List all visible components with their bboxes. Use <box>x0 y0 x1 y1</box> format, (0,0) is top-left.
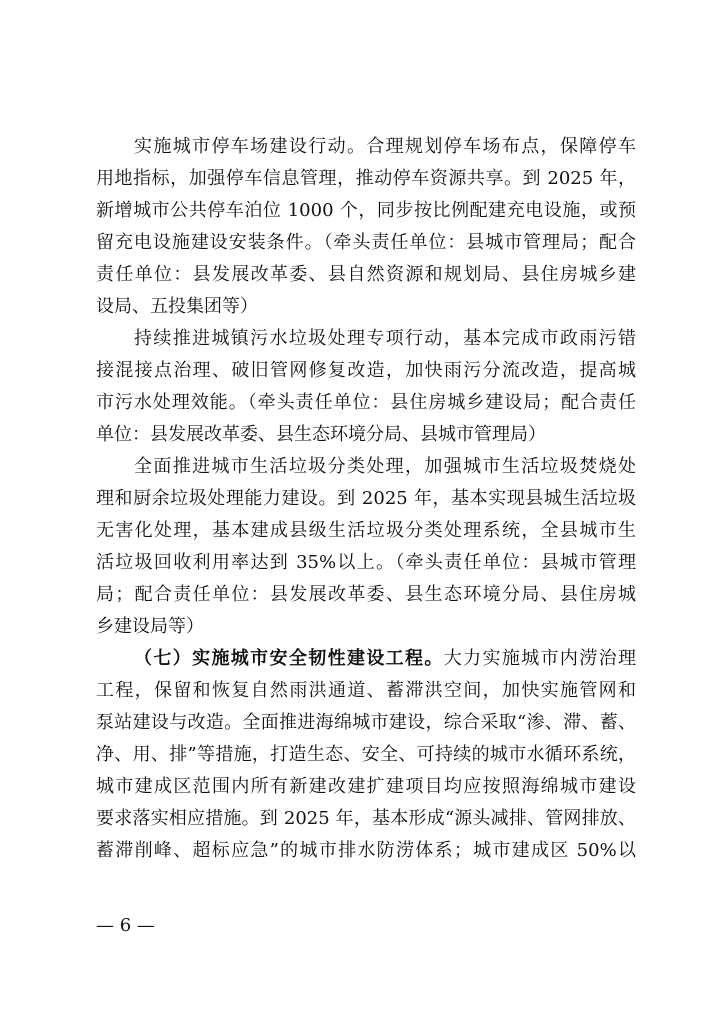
text-line <box>96 643 636 675</box>
text-line: 局；配合责任单位：县发展改革委、县生态环境分局、县住房城 <box>96 584 636 605</box>
text-line: 泵站建设与改造。全面推进海绵城市建设，综合采取“渗、滞、蓄、 <box>96 712 636 733</box>
text-line: 要求落实相应措施。到 2025 年，基本形成“源头减排、管网排放、 <box>96 808 636 829</box>
text-line: 用地指标，加强停车信息管理，推动停车资源共享。到 2025 年， <box>96 168 636 189</box>
text-line: 实施城市停车场建设行动。合理规划停车场布点，保障停车 <box>134 136 636 157</box>
text-line: 持续推进城镇污水垃圾处理专项行动，基本完成市政雨污错 <box>134 328 636 349</box>
text-line: 城市建成区范围内所有新建改建扩建项目均应按照海绵城市建设 <box>96 776 636 797</box>
text-line: 留充电设施建设安装条件。（牵头责任单位：县城市管理局；配合 <box>96 232 636 253</box>
heading-line-rest: 大力实施城市内涝治理 <box>443 648 637 669</box>
text-line: 设局、五投集团等） <box>96 296 258 317</box>
text-line: 活垃圾回收利用率达到 35%以上。（牵头责任单位：县城市管理 <box>96 552 636 573</box>
paragraph-parking <box>96 131 636 323</box>
text-line: 蓄滞削峰、超标应急”的城市排水防涝体系；城市建成区 50%以 <box>96 840 636 861</box>
text-line: 单位：县发展改革委、县生态环境分局、县城市管理局） <box>96 424 546 445</box>
text-line: 接混接点治理、破旧管网修复改造，加快雨污分流改造，提高城 <box>96 360 636 381</box>
paragraph-sewage <box>96 323 636 451</box>
text-line: 新增城市公共停车泊位 1000 个，同步按比例配建充电设施，或预 <box>96 200 636 221</box>
text-line: 乡建设局等） <box>96 616 204 637</box>
text-line: 净、用、排”等措施，打造生态、安全、可持续的城市水循环系统， <box>96 744 636 765</box>
text-line: 市污水处理效能。（牵头责任单位：县住房城乡建设局；配合责任 <box>96 392 636 413</box>
text-line: 全面推进城市生活垃圾分类处理，加强城市生活垃圾焚烧处 <box>134 456 636 477</box>
text-line: 责任单位：县发展改革委、县自然资源和规划局、县住房城乡建 <box>96 264 636 285</box>
text-line: 工程，保留和恢复自然雨洪通道、蓄滞洪空间，加快实施管网和 <box>96 680 636 701</box>
section-heading: （七）实施城市安全韧性建设工程。 <box>134 648 444 669</box>
text-line: 无害化处理，基本建成县级生活垃圾分类处理系统，全县城市生 <box>96 520 636 541</box>
page-number: — 6 — <box>96 915 155 936</box>
text-line: 理和厨余垃圾处理能力建设。到 2025 年，基本实现县城生活垃圾 <box>96 488 636 509</box>
paragraph-garbage <box>96 451 636 643</box>
document-body <box>96 131 636 867</box>
paragraph-safety-resilience <box>96 643 636 867</box>
